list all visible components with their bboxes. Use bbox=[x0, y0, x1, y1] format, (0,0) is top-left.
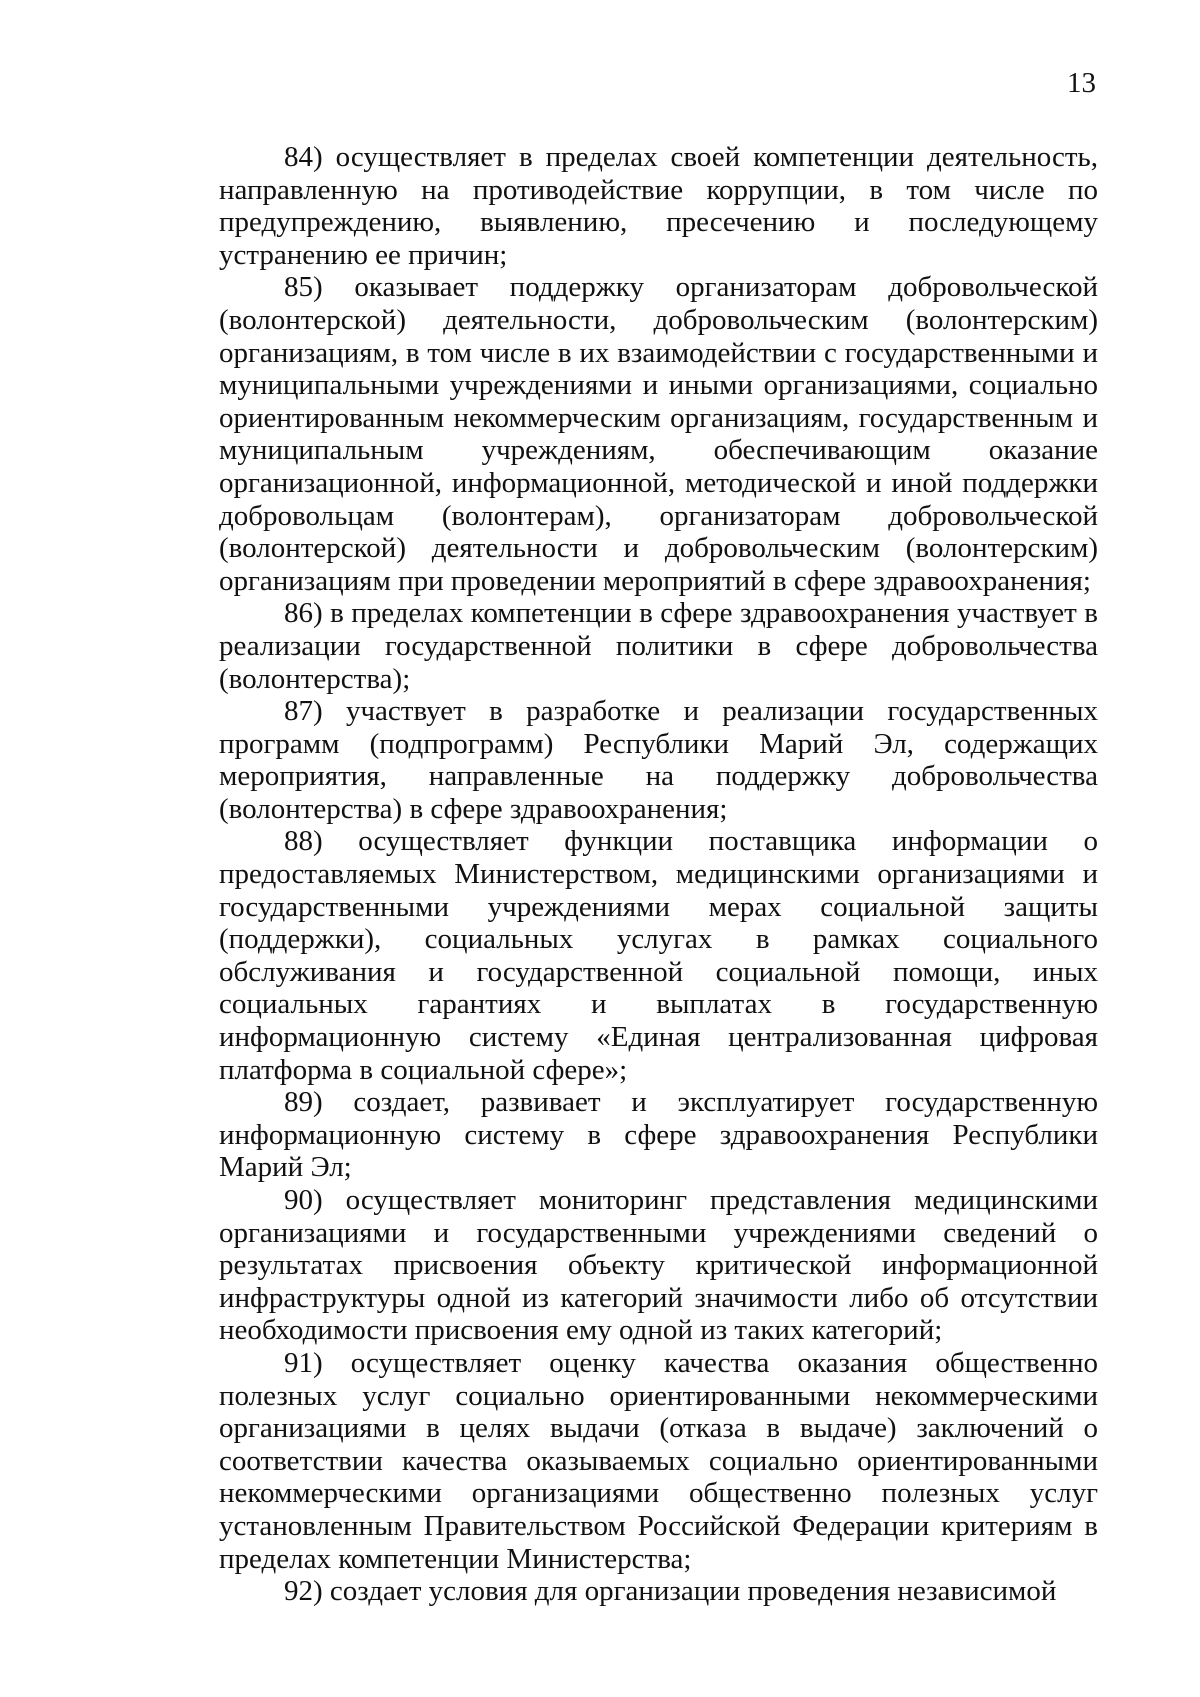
list-item: 85) оказывает поддержку организаторам добровольческой (волонтерской) деятельности, добровольческим (волонтерским) организациям, в том числе в их взаимодействии с государственными и муниципальными учреждениями и иными организациями, социально ориентированным некоммерческим организациям, государственным и муниципальным учреждениям, обеспечивающим оказание организационной, информационной, методической и иной поддержки добровольцам (волонтерам), организаторам добровольческой (волонтерской) деятельности и добровольческим (волонтерским) организациям при проведении мероприятий в сфере здравоохранения; bbox=[219, 271, 1098, 597]
list-item: 84) осуществляет в пределах своей компетенции деятельность, направленную на противодействие коррупции, в том числе по предупреждению, выявлению, пресечению и последующему устранению ее причин; bbox=[219, 141, 1098, 271]
document-body bbox=[219, 141, 1098, 1608]
list-item: 88) осуществляет функции поставщика информации о предоставляемых Министерством, медицинскими организациями и государственными учреждениями мерах социальной защиты (поддержки), социальных услугах в рамках социального обслуживания и государственной социальной помощи, иных социальных гарантиях и выплатах в государственную информационную систему «Единая централизованная цифровая платформа в социальной сфере»; bbox=[219, 825, 1098, 1086]
page-number: 13 bbox=[1067, 67, 1096, 99]
list-item: 90) осуществляет мониторинг представления медицинскими организациями и государственными учреждениями сведений о результатах присвоения объекту критической информационной инфраструктуры одной из категорий значимости либо об отсутствии необходимости присвоения ему одной из таких категорий; bbox=[219, 1184, 1098, 1347]
list-item: 89) создает, развивает и эксплуатирует государственную информационную систему в сфере здравоохранения Республики Марий Эл; bbox=[219, 1086, 1098, 1184]
list-item: 92) создает условия для организации проведения независимой bbox=[284, 1575, 1057, 1608]
list-item: 86) в пределах компетенции в сфере здравоохранения участвует в реализации государственной политики в сфере добровольчества (волонтерства); bbox=[219, 597, 1098, 695]
list-item: 91) осуществляет оценку качества оказания общественно полезных услуг социально ориентированными некоммерческими организациями в целях выдачи (отказа в выдаче) заключений о соответствии качества оказываемых социально ориентированными некоммерческими организациями общественно полезных услуг установленным Правительством Российской Федерации критериям в пределах компетенции Министерства; bbox=[219, 1346, 1098, 1575]
list-item: 87) участвует в разработке и реализации государственных программ (подпрограмм) Республики Марий Эл, содержащих мероприятия, направленные на поддержку добровольчества (волонтерства) в сфере здравоохранения; bbox=[219, 695, 1098, 825]
